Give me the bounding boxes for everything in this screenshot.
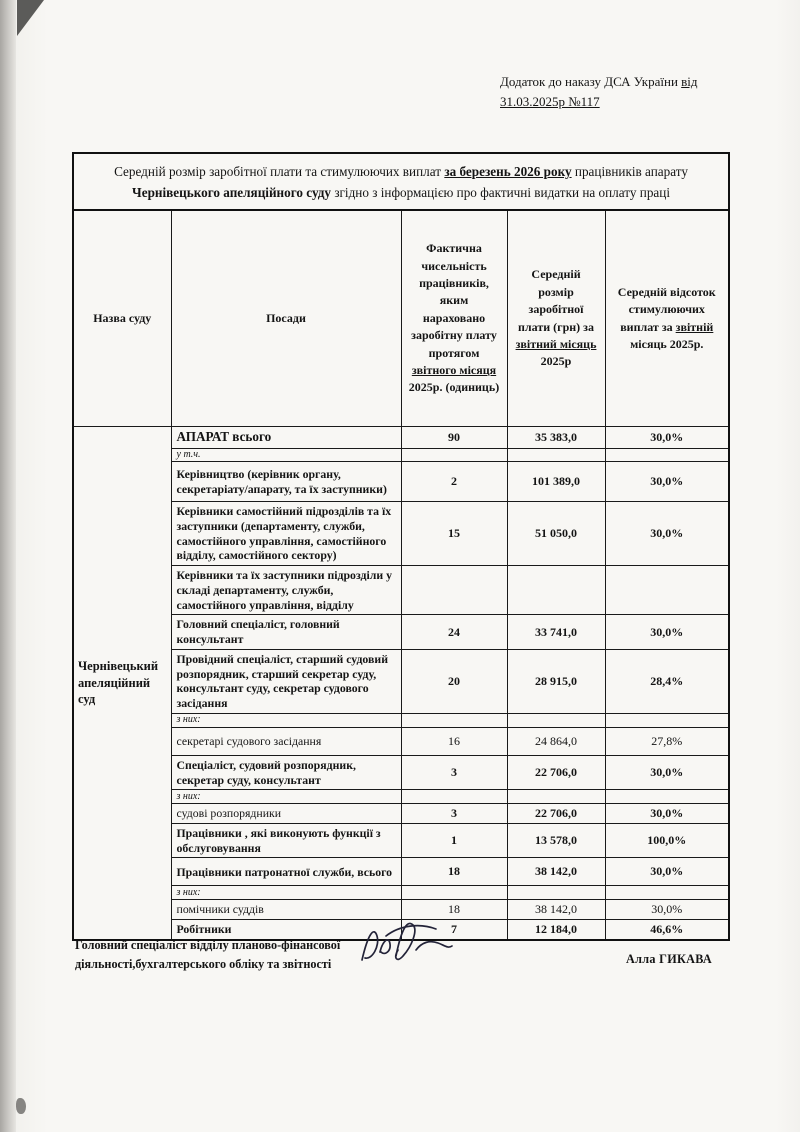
salary-cell: 101 389,0 — [507, 462, 605, 502]
percent-cell: 46,6% — [605, 920, 729, 940]
count-cell: 3 — [401, 804, 507, 824]
header-percent-underlined: звітній — [675, 319, 714, 334]
annotation-date-number: 31.03.2025р №117 — [500, 94, 600, 110]
salary-cell: 38 142,0 — [507, 900, 605, 920]
count-cell: 2 — [401, 462, 507, 502]
salary-cell — [507, 886, 605, 900]
percent-cell: 30,0% — [605, 900, 729, 920]
salary-cell: 22 706,0 — [507, 755, 605, 789]
table-row — [73, 462, 729, 502]
salary-cell — [507, 448, 605, 462]
position-cell: помічники суддів — [171, 900, 401, 920]
salary-cell: 38 142,0 — [507, 858, 605, 886]
header-position: Посади — [171, 210, 401, 426]
table-header-row — [73, 210, 729, 426]
header-court: Назва суду — [73, 210, 171, 426]
percent-cell — [605, 448, 729, 462]
count-cell — [401, 448, 507, 462]
position-cell: судові розпорядники — [171, 804, 401, 824]
position-cell: з них: — [171, 886, 401, 900]
percent-cell: 30,0% — [605, 755, 729, 789]
position-cell: Провідний спеціаліст, старший судовий розпорядник, старший секретар суду, консультант суду, секретар судового засідання — [171, 649, 401, 713]
count-cell: 24 — [401, 615, 507, 649]
percent-cell — [605, 713, 729, 727]
position-cell: Керівники та їх заступники підрозділи у складі департаменту, служби, самостійного управління, відділу — [171, 566, 401, 615]
count-cell: 90 — [401, 426, 507, 448]
page-edge-shadow — [0, 0, 16, 1132]
position-cell: Працівники , які виконують функції з обслуговування — [171, 824, 401, 858]
header-salary-text: 2025р — [540, 354, 572, 369]
position-cell: з них: — [171, 713, 401, 727]
percent-cell: 30,0% — [605, 462, 729, 502]
handwritten-signature-icon — [352, 916, 462, 978]
salary-table — [72, 152, 730, 941]
position-cell: секретарі судового засідання — [171, 727, 401, 755]
document-title — [73, 153, 729, 210]
table-row — [73, 426, 729, 448]
salary-cell — [507, 790, 605, 804]
header-count-text: Фактична чисельність працівників, яким нараховано заробітну плату протягом — [411, 241, 497, 360]
annotation-text: Додаток до наказу ДСА України — [500, 74, 682, 89]
position-cell: АПАРАТ всього — [171, 426, 401, 448]
annotation-underlined: від — [681, 74, 698, 89]
count-cell — [401, 790, 507, 804]
title-text: працівників апарату — [571, 164, 688, 179]
count-cell — [401, 713, 507, 727]
header-salary — [507, 210, 605, 426]
position-cell: з них: — [171, 790, 401, 804]
title-text: Середній розмір заробітної плати та стимулюючих виплат — [114, 164, 445, 179]
count-cell: 18 — [401, 858, 507, 886]
table-row — [73, 502, 729, 566]
scan-corner-mark — [17, 0, 44, 36]
count-cell — [401, 566, 507, 615]
salary-cell: 12 184,0 — [507, 920, 605, 940]
table-row — [73, 649, 729, 713]
scan-speck — [16, 1098, 26, 1114]
position-cell: Робітники — [171, 920, 401, 940]
percent-cell — [605, 886, 729, 900]
count-cell: 7 — [401, 920, 507, 940]
percent-cell: 28,4% — [605, 649, 729, 713]
position-cell: Головний спеціаліст, головний консультант — [171, 615, 401, 649]
count-cell — [401, 886, 507, 900]
salary-cell: 28 915,0 — [507, 649, 605, 713]
header-percent-text: місяць 2025р. — [630, 336, 704, 351]
percent-cell: 27,8% — [605, 727, 729, 755]
title-period: за березень 2026 року — [444, 164, 572, 179]
header-count — [401, 210, 507, 426]
salary-cell: 51 050,0 — [507, 502, 605, 566]
position-cell: Керівники самостійний підрозділів та їх заступники (департаменту, служби, самостійного управління, самостійного відділу, самостійного сектору) — [171, 502, 401, 566]
table-row — [73, 858, 729, 886]
header-percent-text: Середній відсоток стимулюючих виплат за — [617, 284, 716, 334]
table-row — [73, 790, 729, 804]
table-row — [73, 886, 729, 900]
table-row — [73, 615, 729, 649]
signer-name: Алла ГИКАВА — [626, 952, 712, 966]
position-cell: Спеціаліст, судовий розпорядник, секретар суду, консультант — [171, 755, 401, 789]
header-percent — [605, 210, 729, 426]
percent-cell — [605, 790, 729, 804]
position-cell: Керівництво (керівник органу, секретаріату/апарату, та їх заступники) — [171, 462, 401, 502]
percent-cell: 30,0% — [605, 502, 729, 566]
salary-cell: 22 706,0 — [507, 804, 605, 824]
table-row — [73, 755, 729, 789]
header-salary-text: Середній розмір заробітної плати (грн) за — [518, 267, 594, 334]
percent-cell: 100,0% — [605, 824, 729, 858]
table-row — [73, 448, 729, 462]
table-row — [73, 566, 729, 615]
count-cell: 15 — [401, 502, 507, 566]
percent-cell: 30,0% — [605, 615, 729, 649]
count-cell: 3 — [401, 755, 507, 789]
salary-cell: 33 741,0 — [507, 615, 605, 649]
salary-cell — [507, 566, 605, 615]
table-row — [73, 713, 729, 727]
signer-title — [75, 936, 375, 974]
table-row — [73, 824, 729, 858]
percent-cell — [605, 566, 729, 615]
table-title-row — [73, 153, 729, 210]
salary-cell: 24 864,0 — [507, 727, 605, 755]
table-row — [73, 727, 729, 755]
percent-cell: 30,0% — [605, 804, 729, 824]
percent-cell: 30,0% — [605, 858, 729, 886]
title-text: згідно з інформацією про фактичні видатки на оплату праці — [331, 185, 670, 201]
count-cell: 16 — [401, 727, 507, 755]
title-court: Чернівецького апеляційного суду — [132, 185, 332, 201]
salary-cell: 13 578,0 — [507, 824, 605, 858]
count-cell: 1 — [401, 824, 507, 858]
position-cell: Працівники патронатної служби, всього — [171, 858, 401, 886]
count-cell: 20 — [401, 649, 507, 713]
count-cell: 18 — [401, 900, 507, 920]
position-cell: у т.ч. — [171, 448, 401, 462]
court-name-cell: Чернівецький апеляційний суд — [73, 426, 171, 940]
signer-title-line2: діяльності,бухгалтерського обліку та звітності — [75, 956, 332, 971]
header-count-underlined: звітного місяця — [411, 362, 497, 377]
table-row — [73, 804, 729, 824]
header-salary-underlined: звітний місяць — [515, 336, 597, 351]
percent-cell: 30,0% — [605, 426, 729, 448]
order-annotation — [500, 72, 730, 112]
salary-cell: 35 383,0 — [507, 426, 605, 448]
signer-title-line1: Головний спеціаліст відділу планово-фінансової — [75, 938, 341, 952]
header-count-text: 2025р. (одиниць) — [408, 380, 500, 395]
salary-cell — [507, 713, 605, 727]
